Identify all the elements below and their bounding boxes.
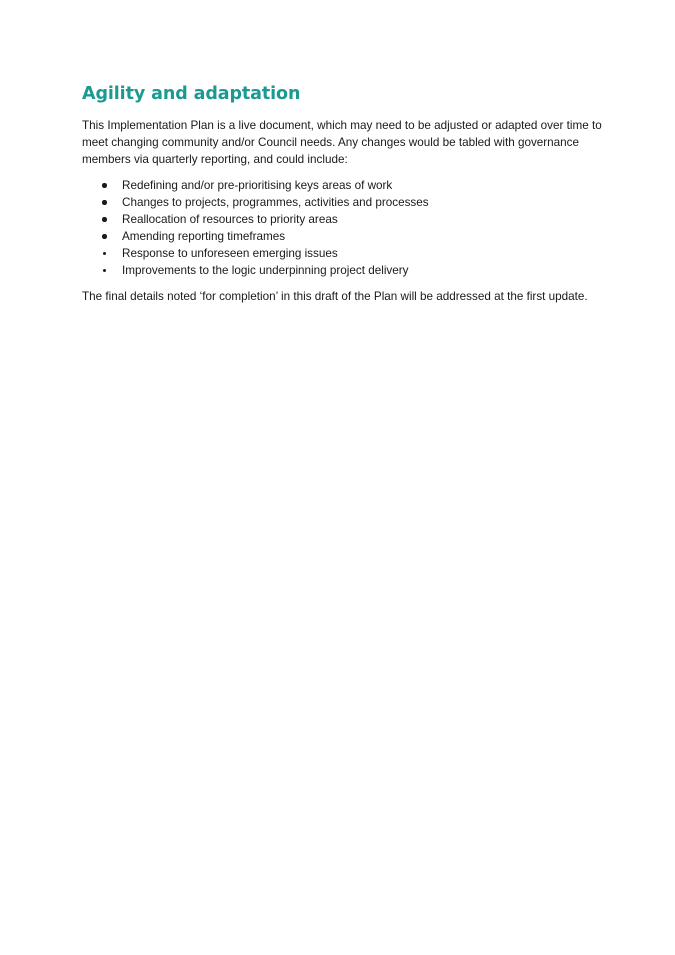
- list-item-text: Changes to projects, programmes, activities and processes: [122, 196, 429, 209]
- bullet-icon: [102, 200, 107, 205]
- list-item: [82, 262, 602, 279]
- list-item-text: Improvements to the logic underpinning project delivery: [122, 264, 409, 277]
- intro-paragraph: This Implementation Plan is a live document, which may need to be adjusted or adapted over time to meet changing community and/or Council needs. Any changes would be tabled with governance members via quarterly reporting, and could include:: [82, 119, 602, 166]
- bullet-icon: [102, 234, 107, 239]
- list-item-text: Amending reporting timeframes: [122, 230, 286, 243]
- list-item-text: Reallocation of resources to priority areas: [122, 213, 338, 226]
- list-item: [82, 228, 602, 245]
- list-item: [82, 245, 602, 262]
- list-item: [82, 211, 602, 228]
- list-item-text: Redefining and/or pre-prioritising keys areas of work: [122, 179, 393, 192]
- list-item-text: Response to unforeseen emerging issues: [122, 247, 338, 260]
- section-heading: Agility and adaptation: [82, 84, 301, 104]
- section-agility-adaptation: [82, 82, 602, 305]
- list-item: [82, 194, 602, 211]
- bullet-icon: [102, 183, 107, 188]
- bullet-icon: [103, 252, 107, 256]
- bullet-icon: [103, 269, 107, 273]
- bullet-icon: [102, 217, 107, 222]
- change-types-list: [82, 177, 602, 279]
- list-item: [82, 177, 602, 194]
- closing-paragraph: The final details noted ‘for completion’ in this draft of the Plan will be addressed at the first update.: [82, 290, 588, 303]
